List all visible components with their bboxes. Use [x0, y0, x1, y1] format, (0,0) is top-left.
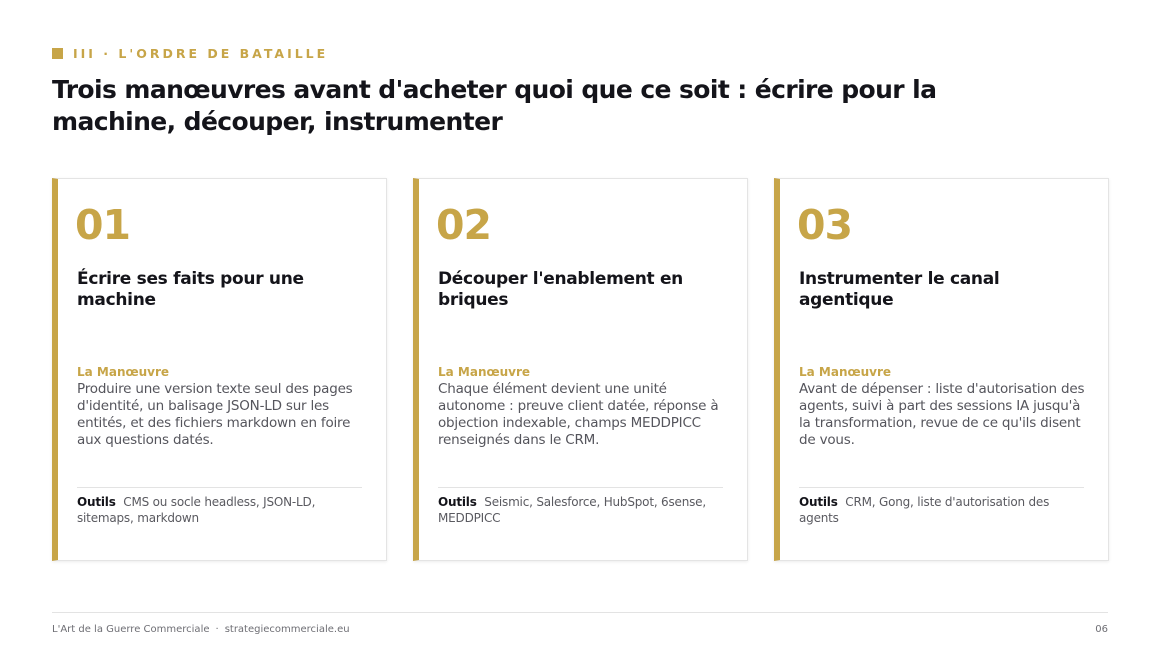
page-number: 06: [1095, 624, 1108, 635]
card-description: Avant de dépenser : liste d'autorisation des agents, suivi à part des sessions IA jusqu'à la transformation, revue de ce qu'ils disent de vous.: [799, 381, 1085, 448]
eyebrow-square-icon: [52, 48, 63, 59]
card-divider: [438, 487, 723, 488]
maneuver-card-3: [774, 178, 1109, 561]
footer-brand: L'Art de la Guerre Commerciale: [52, 624, 210, 635]
maneuver-card-1: [52, 178, 387, 561]
card-tools-label: Outils: [799, 495, 838, 509]
section-eyebrow: [52, 46, 328, 61]
card-divider: [799, 487, 1084, 488]
card-tools: [438, 495, 728, 526]
card-tools-label: Outils: [438, 495, 477, 509]
card-description: Chaque élément devient une unité autonome : preuve client datée, réponse à objection indexable, champs MEDDPICC renseignés dans le CRM.: [438, 381, 719, 448]
card-title: Découper l'enablement en briques: [438, 269, 683, 310]
footer-site: strategiecommerciale.eu: [224, 624, 350, 635]
card-tools: [799, 495, 1089, 526]
card-number: 01: [75, 201, 131, 249]
page-title: Trois manœuvres avant d'acheter quoi que ce soit : écrire pour la machine, découper, instrumenter: [52, 75, 937, 136]
card-label: La Manœuvre: [438, 365, 531, 379]
card-tools-label: Outils: [77, 495, 116, 509]
card-tools: [77, 495, 367, 526]
card-tools-list: CRM, Gong, liste d'autorisation des agents: [799, 495, 1050, 525]
footer-divider: [52, 612, 1108, 613]
eyebrow-text: III · L'ORDRE DE BATAILLE: [73, 46, 329, 61]
card-label: La Manœuvre: [799, 365, 892, 379]
footer-credits: [52, 624, 350, 635]
card-tools-list: Seismic, Salesforce, HubSpot, 6sense, MEDDPICC: [438, 495, 706, 525]
card-title: Écrire ses faits pour une machine: [77, 269, 304, 310]
card-title: Instrumenter le canal agentique: [799, 269, 1000, 310]
maneuver-cards: [52, 178, 1109, 561]
footer-separator: ·: [215, 624, 219, 635]
maneuver-card-2: [413, 178, 748, 561]
card-number: 02: [436, 201, 492, 249]
card-tools-list: CMS ou socle headless, JSON-LD, sitemaps, markdown: [77, 495, 316, 525]
card-number: 03: [797, 201, 853, 249]
card-divider: [77, 487, 362, 488]
card-label: La Manœuvre: [77, 365, 170, 379]
card-description: Produire une version texte seul des pages d'identité, un balisage JSON-LD sur les entités, et des fichiers markdown en foire aux questions datés.: [77, 381, 353, 448]
